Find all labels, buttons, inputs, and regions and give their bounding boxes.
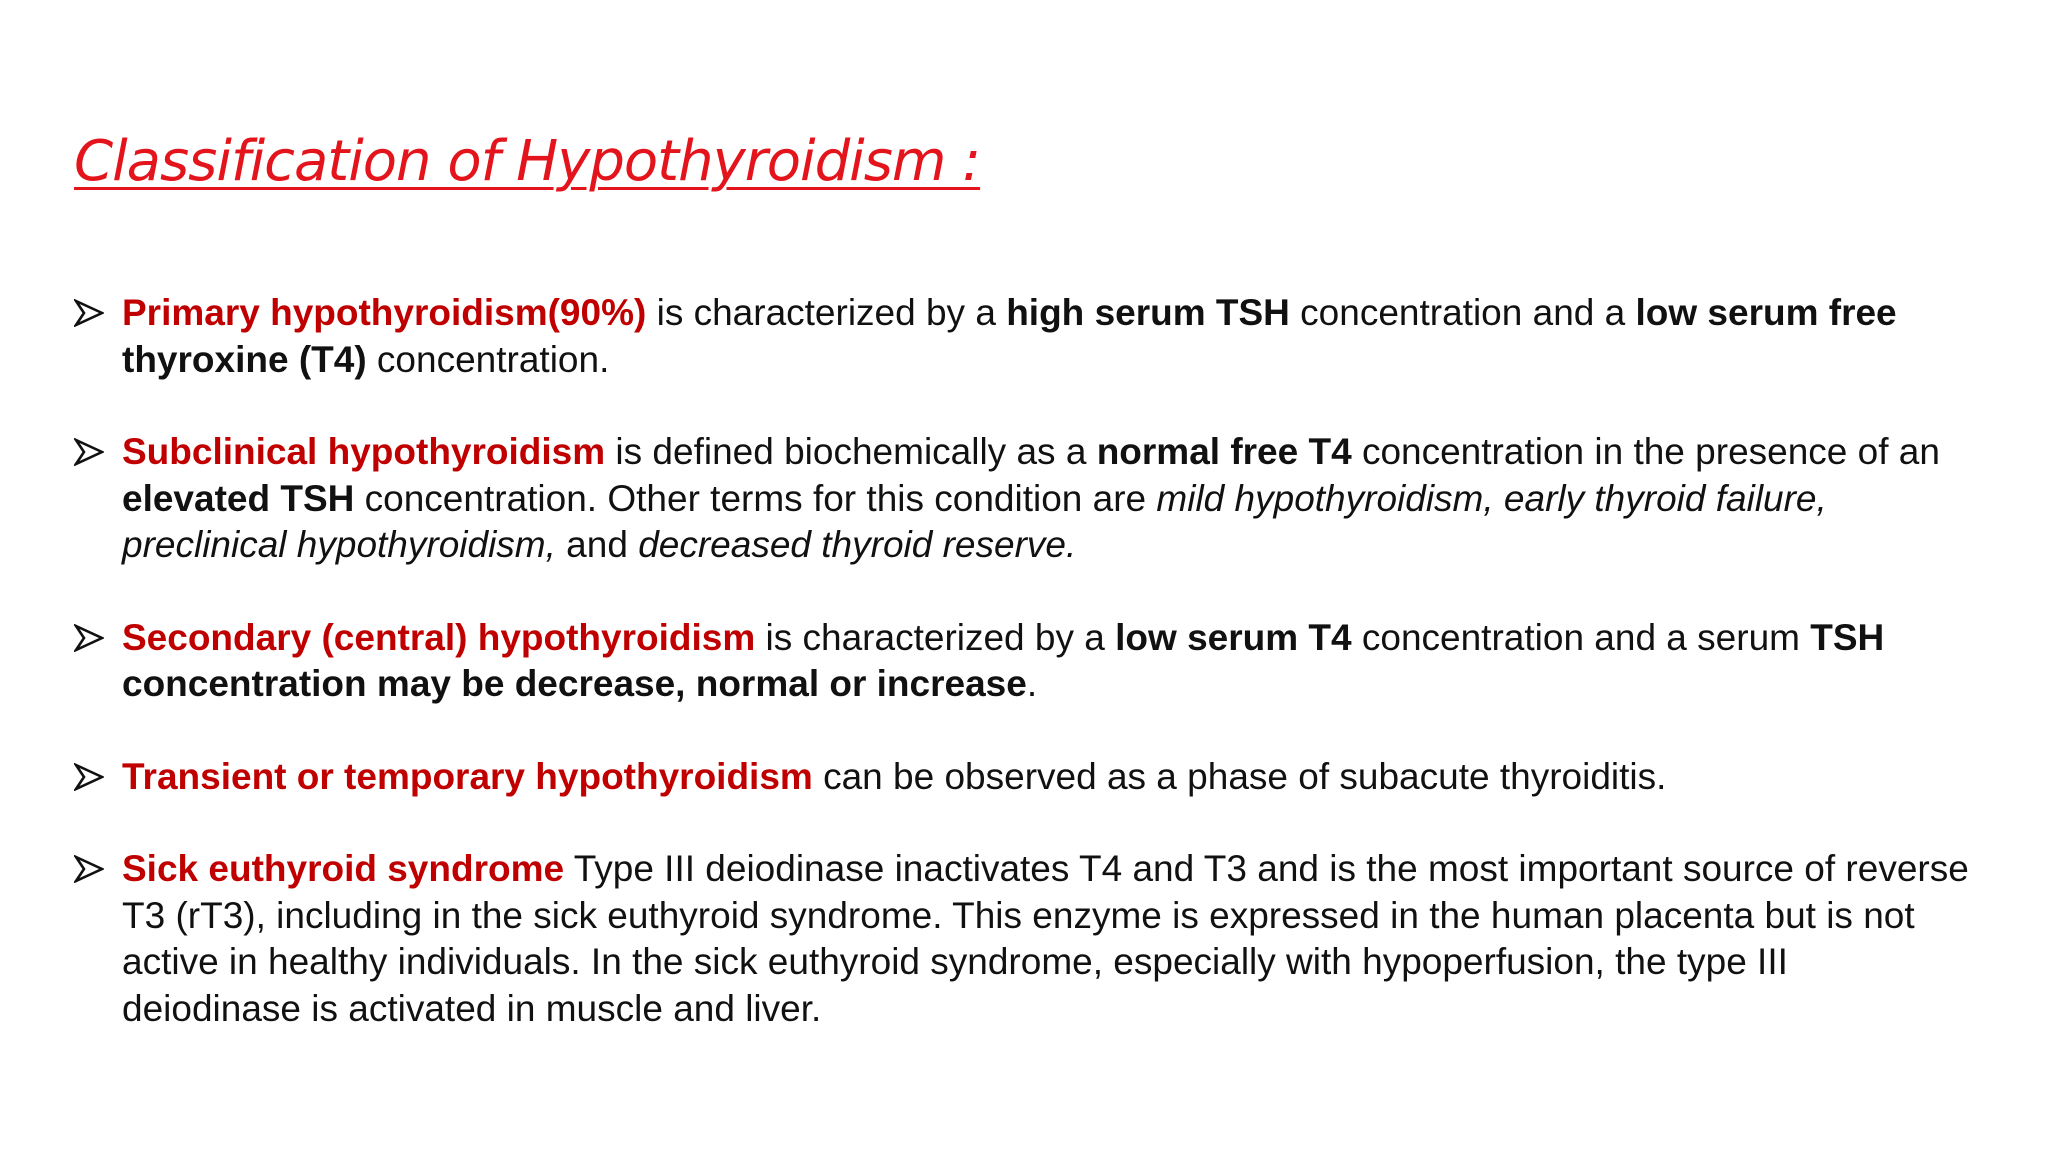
term-secondary: Secondary (central) hypothyroidism [122, 616, 756, 658]
arrowhead-bullet-icon [74, 290, 110, 337]
text: concentration in the presence of an [1351, 431, 1940, 472]
text: is defined biochemically as a [605, 431, 1097, 472]
term-primary: Primary hypothyroidism(90%) [122, 292, 647, 333]
arrowhead-bullet-icon [74, 754, 110, 801]
arrowhead-bullet-icon [74, 429, 110, 476]
arrowhead-bullet-icon [74, 846, 110, 893]
text: is characterized by a [646, 292, 1007, 333]
list-item-sick-euthyroid [74, 846, 1974, 1032]
term-transient: Transient or temporary hypothyroidism [122, 755, 813, 797]
classification-list [74, 290, 1974, 1078]
arrowhead-bullet-icon [74, 615, 110, 662]
emphasis: elevated TSH [122, 477, 355, 519]
emphasis: low serum T4 [1115, 616, 1352, 658]
text: concentration and a [1289, 292, 1636, 333]
text: Type III deiodinase inactivates T4 and T3 and is the most important source of reverse T3 (rT3), including in the sick euthyroid syndrome. This enzyme is expressed in the human placenta but is not active in healthy individuals. In the sick euthyroid syndrome, especially with hypoperfusion, the type III deiodinase is activated in muscle and liver. [122, 848, 1969, 1029]
text: concentration. [366, 338, 610, 380]
text: and [555, 524, 639, 565]
italic-terms: decreased thyroid reserve. [638, 524, 1077, 565]
text: . [1026, 663, 1038, 704]
emphasis: TSH concentration may be decrease, normal or increase [122, 616, 1885, 704]
emphasis: high serum TSH [1006, 292, 1290, 333]
list-item-primary [74, 290, 1974, 383]
term-sick-euthyroid: Sick euthyroid syndrome [122, 848, 565, 889]
emphasis: low serum free thyroxine (T4) [122, 292, 1897, 380]
text: is characterized by a [755, 616, 1116, 658]
list-item-transient [74, 754, 1974, 801]
text: concentration and a serum [1351, 616, 1811, 658]
emphasis: normal free T4 [1096, 431, 1352, 472]
list-item-subclinical [74, 429, 1974, 569]
list-item-secondary [74, 615, 1974, 708]
italic-terms: mild hypothyroidism, early thyroid failure, preclinical hypothyroidism, [122, 477, 1827, 565]
slide-title: Classification of Hypothyroidism : [74, 129, 981, 194]
term-subclinical: Subclinical hypothyroidism [122, 431, 606, 472]
text: concentration. Other terms for this condition are [354, 477, 1157, 519]
text: can be observed as a phase of subacute thyroiditis. [812, 755, 1667, 797]
